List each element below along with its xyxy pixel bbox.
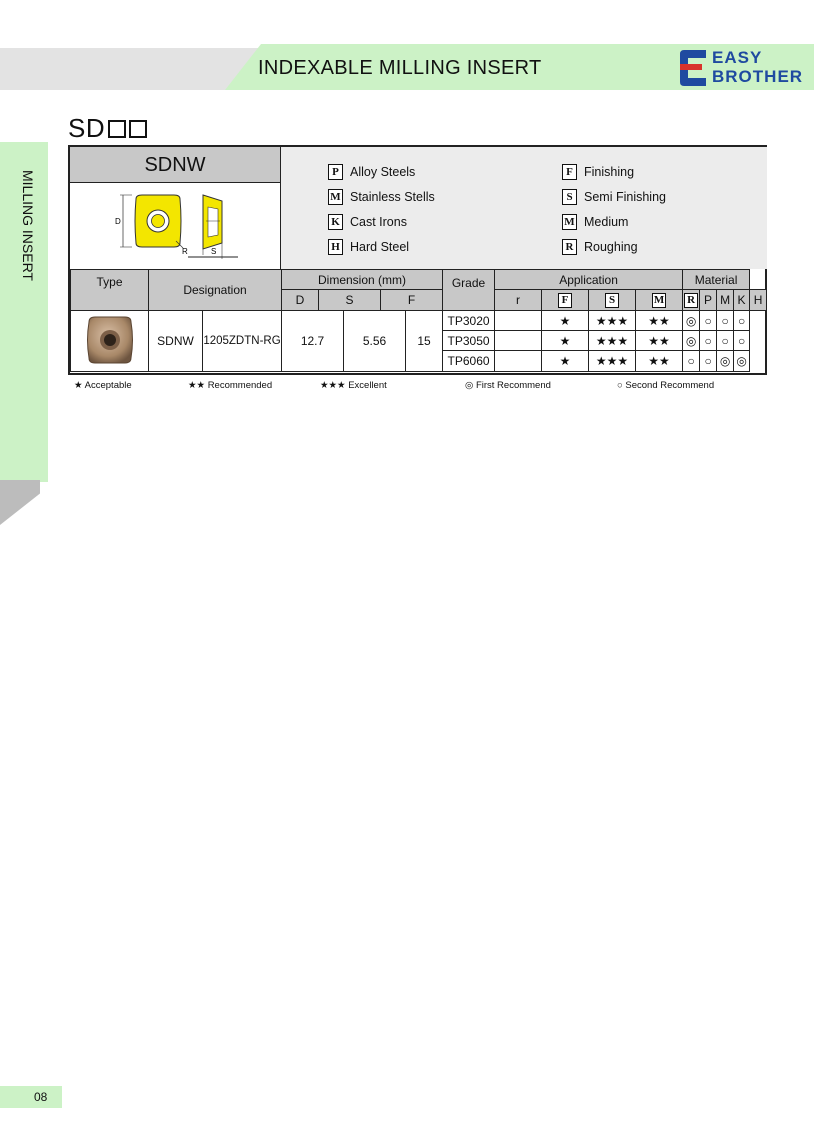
dim-col-s: S: [319, 290, 381, 311]
legend-material-m: M Stainless Stells: [328, 189, 435, 205]
product-panel: [68, 145, 767, 375]
app-cell: ★★★: [589, 311, 636, 331]
dim-value-f: 5.56: [344, 311, 406, 372]
mat-cell: ○: [700, 351, 717, 372]
application-header: Application: [495, 270, 683, 290]
mat-col-h: H: [750, 290, 767, 311]
dim-col-r: r: [495, 290, 542, 311]
logo-line-1: EASY: [712, 48, 763, 67]
mat-cell: ○: [700, 331, 717, 351]
legend-material-p: P Alloy Steels: [328, 164, 415, 180]
logo-e-icon: [678, 50, 708, 86]
side-tab-shadow: [0, 480, 40, 525]
mat-cell: ◎: [683, 311, 700, 331]
insert-diagram: [70, 183, 281, 269]
brand-logo: [678, 48, 808, 88]
spec-table: [70, 269, 767, 372]
legend-application-s: S Semi Finishing: [562, 189, 666, 205]
app-cell: ★: [542, 311, 589, 331]
app-col-r: R: [683, 290, 700, 311]
mat-cell: ○: [717, 331, 734, 351]
dim-value-d: 12.7: [282, 311, 344, 372]
series-title: [68, 113, 147, 144]
placeholder-box-1: [108, 120, 126, 138]
label-r: R: [182, 247, 188, 256]
app-cell: ★: [542, 351, 589, 372]
designation-header: Designation: [149, 270, 282, 311]
logo-line-2: BROTHER: [712, 67, 804, 86]
mat-cell: ○: [734, 311, 750, 331]
app-cell: ★★: [636, 331, 683, 351]
app-col-m: M: [636, 290, 683, 311]
mat-cell: ◎: [734, 351, 750, 372]
dim-col-d: D: [282, 290, 319, 311]
footnote-excellent: ★★★ Excellent: [320, 380, 387, 391]
legend-application-f: F Finishing: [562, 164, 634, 180]
page-number: 08: [0, 1086, 62, 1108]
legend-application-m: M Medium: [562, 214, 628, 230]
footnote-recommended: ★★ Recommended: [188, 380, 273, 391]
app-cell: [495, 331, 542, 351]
dimension-header: Dimension (mm): [282, 270, 443, 290]
grade-header: Grade: [443, 270, 495, 311]
footnote-second-recommend: ○ Second Recommend: [617, 380, 715, 391]
designation-prefix: SDNW: [149, 311, 203, 372]
mat-col-m: M: [717, 290, 734, 311]
type-header: Type: [71, 270, 149, 311]
app-col-f: F: [542, 290, 589, 311]
side-tab-label: MILLING INSERT: [20, 170, 36, 281]
series-prefix: SD: [68, 113, 106, 143]
label-s: S: [211, 247, 217, 256]
legend-material-k: K Cast Irons: [328, 214, 407, 230]
app-cell: ★: [542, 331, 589, 351]
mat-col-k: K: [734, 290, 750, 311]
material-header: Material: [683, 270, 750, 290]
mat-cell: ○: [734, 331, 750, 351]
mat-cell: ◎: [717, 351, 734, 372]
grade-cell: TP6060: [443, 351, 495, 372]
grade-cell: TP3020: [443, 311, 495, 331]
dim-col-f: F: [381, 290, 443, 311]
dim-value-d1: 15: [406, 311, 443, 372]
insert-geometry-drawing: [70, 183, 279, 269]
mat-col-p: P: [700, 290, 717, 311]
insert-photo-cell: [71, 311, 149, 372]
app-col-s: S: [589, 290, 636, 311]
app-cell: ★★★: [589, 331, 636, 351]
app-cell: ★★: [636, 311, 683, 331]
mat-cell: ○: [683, 351, 700, 372]
footnote-first-recommend: ◎ First Recommend: [465, 380, 551, 391]
mat-cell: ◎: [683, 331, 700, 351]
placeholder-box-2: [129, 120, 147, 138]
mat-cell: ○: [700, 311, 717, 331]
legend-material-h: H Hard Steel: [328, 239, 409, 255]
app-cell: ★★: [636, 351, 683, 372]
page-title: INDEXABLE MILLING INSERT: [258, 57, 542, 79]
footnote-acceptable: ★ Acceptable: [74, 380, 132, 391]
app-cell: [495, 351, 542, 372]
designation-code: 1205ZDTN-RG: [203, 311, 282, 372]
app-cell: ★★★: [589, 351, 636, 372]
model-name: SDNW: [70, 147, 281, 183]
label-d: D: [115, 217, 121, 226]
mat-cell: ○: [717, 311, 734, 331]
grade-cell: TP3050: [443, 331, 495, 351]
legend-panel: [281, 147, 767, 269]
app-cell: [495, 311, 542, 331]
insert-photo-icon: [83, 314, 137, 366]
legend-application-r: R Roughing: [562, 239, 638, 255]
